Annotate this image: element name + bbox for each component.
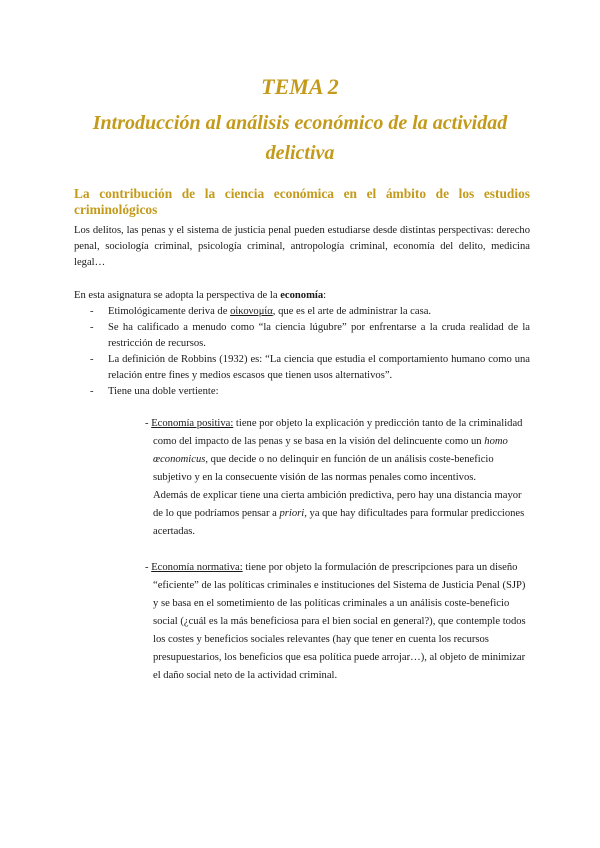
page-subtitle: Introducción al análisis económico de la actividad delictiva — [92, 112, 508, 164]
bullet-dash: - — [90, 306, 94, 317]
economia-positiva-block — [145, 415, 529, 541]
normativa-text: tiene por objeto la formulación de prescripciones para un diseño “eficiente” de las políticas criminales e instituciones del Sistema de Justicia Penal (SJP) y se basa en el sometimiento de las políticas criminales a un análisis coste-beneficio social (¿cuál es la más beneficiosa para el bien social en general?), que contemple todos los costes y beneficios sociales relevantes (hay que tener en cuenta los recursos presupuestarios, los beneficios que esa política puede arrojar…), al objeto de minimizar el daño social neto de la actividad criminal. — [153, 562, 526, 681]
list-item — [74, 304, 530, 320]
bullet-dash: - — [90, 386, 94, 397]
positiva-text-2: , que decide o no delinquir en función de un análisis coste-beneficio subjetivo y en la consecuente visión de las normas penales como incentivos. — [153, 454, 494, 483]
list-item — [74, 352, 530, 384]
positiva-label: Economía positiva: — [151, 418, 234, 429]
asignatura-bold: economía — [280, 290, 324, 301]
bullet-list — [74, 304, 530, 400]
page-title: TEMA 2 — [261, 74, 339, 99]
bullet-dash: - — [90, 354, 94, 365]
asignatura-paragraph — [74, 288, 530, 304]
bullet-3-text: La definición de Robbins (1932) es: “La ciencia que estudia el comportamiento humano como una relación entre fines y medios escasos que tienen usos alternativos”. — [108, 354, 530, 381]
homo-economicus: homo œconomicus — [153, 436, 508, 465]
bullet-1-prefix: Etimológicamente deriva de — [108, 306, 231, 317]
asignatura-suffix: : — [323, 290, 327, 301]
positiva-text-1: tiene por objeto la explicación y predicción tanto de la criminalidad como del impacto de las penas y se basa en la visión del delincuente como un — [153, 418, 523, 447]
bullet-dash: - — [90, 322, 94, 333]
normativa-dash: - — [145, 562, 152, 573]
positiva-extra-paragraph — [145, 487, 529, 541]
economia-normativa-block — [145, 559, 529, 685]
positiva-dash: - — [145, 418, 152, 429]
list-item — [74, 384, 530, 400]
positiva-paragraph — [145, 415, 529, 487]
title-block — [60, 72, 540, 168]
list-item — [74, 320, 530, 352]
section-heading: La contribución de la ciencia económica en el ámbito de los estudios criminológicos — [74, 186, 530, 217]
bullet-1-suffix: , que es el arte de administrar la casa. — [272, 306, 432, 317]
bullet-1-greek: οἰκονομία — [230, 306, 273, 317]
a-priori: priori — [279, 508, 305, 519]
bullet-2-text: Se ha calificado a menudo como “la ciencia lúgubre” por enfrentarse a la cruda realidad de la restricción de recursos. — [108, 322, 530, 349]
positiva-extra-1: Además de explicar tiene una cierta ambición predictiva, pero hay una distancia mayor de lo que podríamos pensar a — [153, 490, 522, 519]
asignatura-prefix: En esta asignatura se adopta la perspectiva de la — [74, 290, 281, 301]
intro-paragraph: Los delitos, las penas y el sistema de justicia penal pueden estudiarse desde distintas perspectivas: derecho penal, sociología criminal, psicología criminal, antropología criminal, economía del delito, medicina legal… — [74, 225, 530, 268]
positiva-extra-2: , ya que hay dificultades para formular predicciones acertadas. — [153, 508, 525, 537]
normativa-paragraph — [145, 559, 529, 685]
bullet-4-text: Tiene una doble vertiente: — [108, 386, 219, 397]
normativa-label: Economía normativa: — [151, 562, 243, 573]
